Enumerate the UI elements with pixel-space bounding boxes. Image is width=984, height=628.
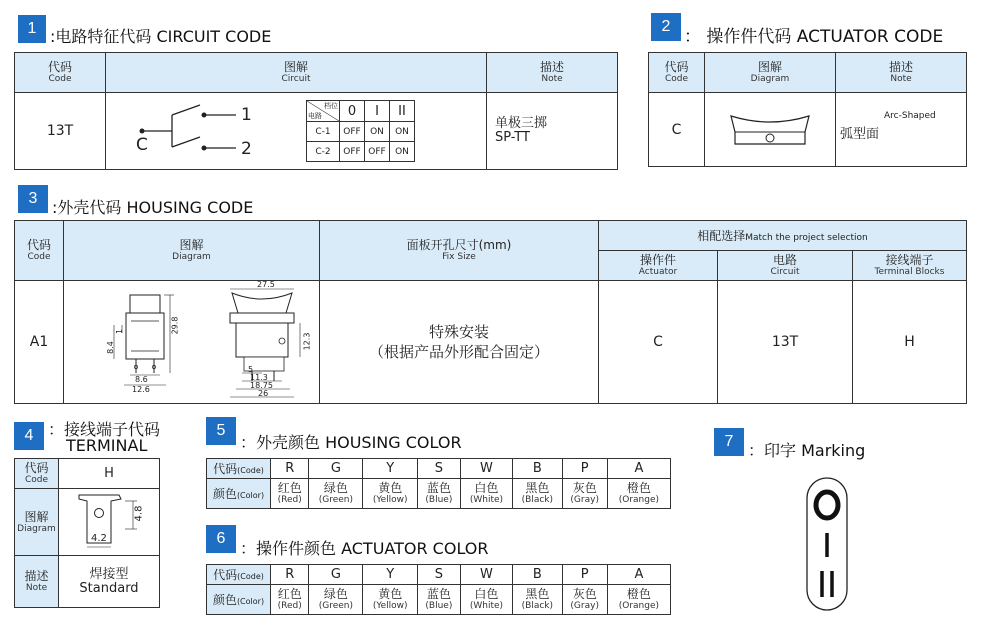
- header-diagram: 图解 Diagram: [64, 221, 320, 281]
- color-name: 灰色 (Gray): [562, 479, 607, 509]
- header-actuator: 操作件 Actuator: [599, 251, 718, 281]
- solder-terminal-drawing: [59, 489, 159, 555]
- mini-corner: 档位 电路: [308, 102, 338, 120]
- dim-11-3: 11.3: [250, 373, 268, 382]
- circuit-code-value: 13T: [15, 93, 106, 170]
- color-code: W: [460, 565, 512, 585]
- color-name: 黑色 (Black): [513, 479, 563, 509]
- color-name: 红色 (Red): [271, 479, 309, 509]
- header-code: 代码 Code: [649, 53, 705, 93]
- row-diagram-label: 图解 Diagram: [15, 489, 59, 556]
- color-name: 白色 (White): [460, 479, 512, 509]
- section-3-badge: 3: [18, 185, 48, 213]
- color-code: P: [562, 459, 607, 479]
- color-label: 颜色(Color): [207, 585, 271, 615]
- section-7-badge: 7: [714, 428, 744, 456]
- section-4-title-line2: TERMINAL: [66, 436, 148, 455]
- marking-drawing: [792, 475, 862, 615]
- terminal-note-value: 焊接型 Standard: [59, 556, 160, 608]
- mini-cell: OFF: [365, 142, 390, 162]
- header-terminal: 接线端子 Terminal Blocks: [853, 251, 967, 281]
- header-fix-size: 面板开孔尺寸(mm) Fix Size: [320, 221, 599, 281]
- mini-row-name: C-2: [307, 142, 340, 162]
- mini-cell: OFF: [340, 122, 365, 142]
- match-terminal: H: [853, 281, 967, 404]
- row-note-label: 描述 Note: [15, 556, 59, 608]
- header-note: 描述 Note: [487, 53, 618, 93]
- section-2-title: ： 操作件代码 ACTUATOR CODE: [684, 27, 944, 47]
- header-code: 代码 Code: [15, 221, 64, 281]
- terminal-diagram-cell: [59, 489, 160, 556]
- dim-4-8: 4.8: [133, 505, 145, 522]
- code-label: 代码(Code): [207, 565, 271, 585]
- mini-row-name: C-1: [307, 122, 340, 142]
- color-name: 红色 (Red): [271, 585, 309, 615]
- housing-code-value: A1: [15, 281, 64, 404]
- header-circuit: 电路 Circuit: [718, 251, 853, 281]
- circuit-label-1: 1: [241, 105, 252, 125]
- terminal-table: [14, 458, 160, 608]
- actuator-note: Arc-Shaped 弧型面: [836, 93, 967, 167]
- mini-cell: OFF: [340, 142, 365, 162]
- section-1-badge: 1: [18, 15, 46, 43]
- code-label: 代码(Code): [207, 459, 271, 479]
- color-code: A: [607, 565, 670, 585]
- housing-fix-size: 特殊安装 （根据产品外形配合固定）: [320, 281, 599, 404]
- terminal-code-value: H: [59, 459, 160, 489]
- color-name: 黄色 (Yellow): [363, 585, 418, 615]
- dim-1: 1: [115, 328, 125, 335]
- header-circuit: 图解 Circuit: [106, 53, 487, 93]
- section-3-title: :外壳代码 HOUSING CODE: [52, 198, 254, 217]
- circuit-diagram-cell: [106, 93, 487, 170]
- color-label: 颜色(Color): [207, 479, 271, 509]
- color-code: R: [271, 565, 309, 585]
- color-code: B: [513, 459, 563, 479]
- housing-color-table: [206, 458, 671, 509]
- section-6-badge: 6: [206, 525, 236, 553]
- dim-8-4: 8.4: [105, 341, 115, 354]
- color-name: 绿色 (Green): [309, 585, 363, 615]
- actuator-color-table: [206, 564, 671, 615]
- section-4-badge: 4: [14, 422, 44, 450]
- housing-diagram-cell: [64, 281, 320, 404]
- dim-29-8: 29.8: [170, 316, 180, 335]
- section-4-title-line1: ：接线端子代码: [48, 420, 161, 439]
- mini-cell: ON: [365, 122, 390, 142]
- color-code: Y: [363, 459, 418, 479]
- circuit-code-table: [14, 52, 618, 170]
- header-diagram: 图解 Diagram: [705, 53, 836, 93]
- match-circuit: 13T: [718, 281, 853, 404]
- housing-code-table: [14, 220, 967, 404]
- color-name: 黑色 (Black): [513, 585, 563, 615]
- color-code: P: [562, 565, 607, 585]
- mini-cell: ON: [390, 122, 415, 142]
- match-actuator: C: [599, 281, 718, 404]
- color-code: Y: [363, 565, 418, 585]
- color-code: B: [513, 565, 563, 585]
- section-7-title: ：印字 Marking: [748, 441, 866, 460]
- dim-18-75: 18.75: [250, 381, 273, 390]
- dim-5: 5: [248, 365, 254, 374]
- dim-12-3: 12.3: [302, 332, 312, 351]
- color-name: 橙色 (Orange): [607, 479, 670, 509]
- color-name: 橙色 (Orange): [607, 585, 670, 615]
- color-code: A: [607, 459, 670, 479]
- section-5-title: ：外壳颜色 HOUSING COLOR: [240, 433, 462, 452]
- color-code: S: [418, 565, 461, 585]
- header-code: 代码 Code: [15, 53, 106, 93]
- section-1-title: :电路特征代码 CIRCUIT CODE: [50, 27, 272, 46]
- color-code: G: [309, 459, 363, 479]
- color-name: 白色 (White): [460, 585, 512, 615]
- color-name: 蓝色 (Blue): [418, 479, 461, 509]
- dim-26: 26: [258, 389, 269, 398]
- arc-actuator-drawing: [725, 110, 815, 150]
- dim-8-6: 8.6: [135, 375, 148, 384]
- color-name: 蓝色 (Blue): [418, 585, 461, 615]
- color-code: W: [460, 459, 512, 479]
- mini-col-2: II: [390, 101, 415, 122]
- actuator-code-value: C: [649, 93, 705, 167]
- actuator-code-table: [648, 52, 967, 167]
- mini-col-0: 0: [340, 101, 365, 122]
- color-name: 灰色 (Gray): [562, 585, 607, 615]
- switch-state-table: [306, 100, 415, 162]
- color-name: 绿色 (Green): [309, 479, 363, 509]
- row-code-label: 代码 Code: [15, 459, 59, 489]
- header-match: 相配选择Match the project selection: [599, 221, 967, 251]
- circuit-label-2: 2: [241, 139, 252, 159]
- mini-col-1: I: [365, 101, 390, 122]
- section-5-badge: 5: [206, 417, 236, 445]
- color-code: S: [418, 459, 461, 479]
- mini-cell: ON: [390, 142, 415, 162]
- color-name: 黄色 (Yellow): [363, 479, 418, 509]
- dim-12-6: 12.6: [132, 385, 150, 394]
- actuator-diagram-cell: [705, 93, 836, 167]
- circuit-label-c: C: [136, 135, 148, 155]
- section-2-badge: 2: [651, 13, 681, 41]
- dim-27-5: 27.5: [257, 280, 275, 289]
- header-note: 描述 Note: [836, 53, 967, 93]
- color-code: G: [309, 565, 363, 585]
- circuit-schematic: [128, 93, 298, 169]
- dim-4-2: 4.2: [91, 533, 107, 544]
- circuit-note: 单极三掷 SP-TT: [487, 93, 618, 170]
- color-code: R: [271, 459, 309, 479]
- section-6-title: ：操作件颜色 ACTUATOR COLOR: [240, 539, 489, 558]
